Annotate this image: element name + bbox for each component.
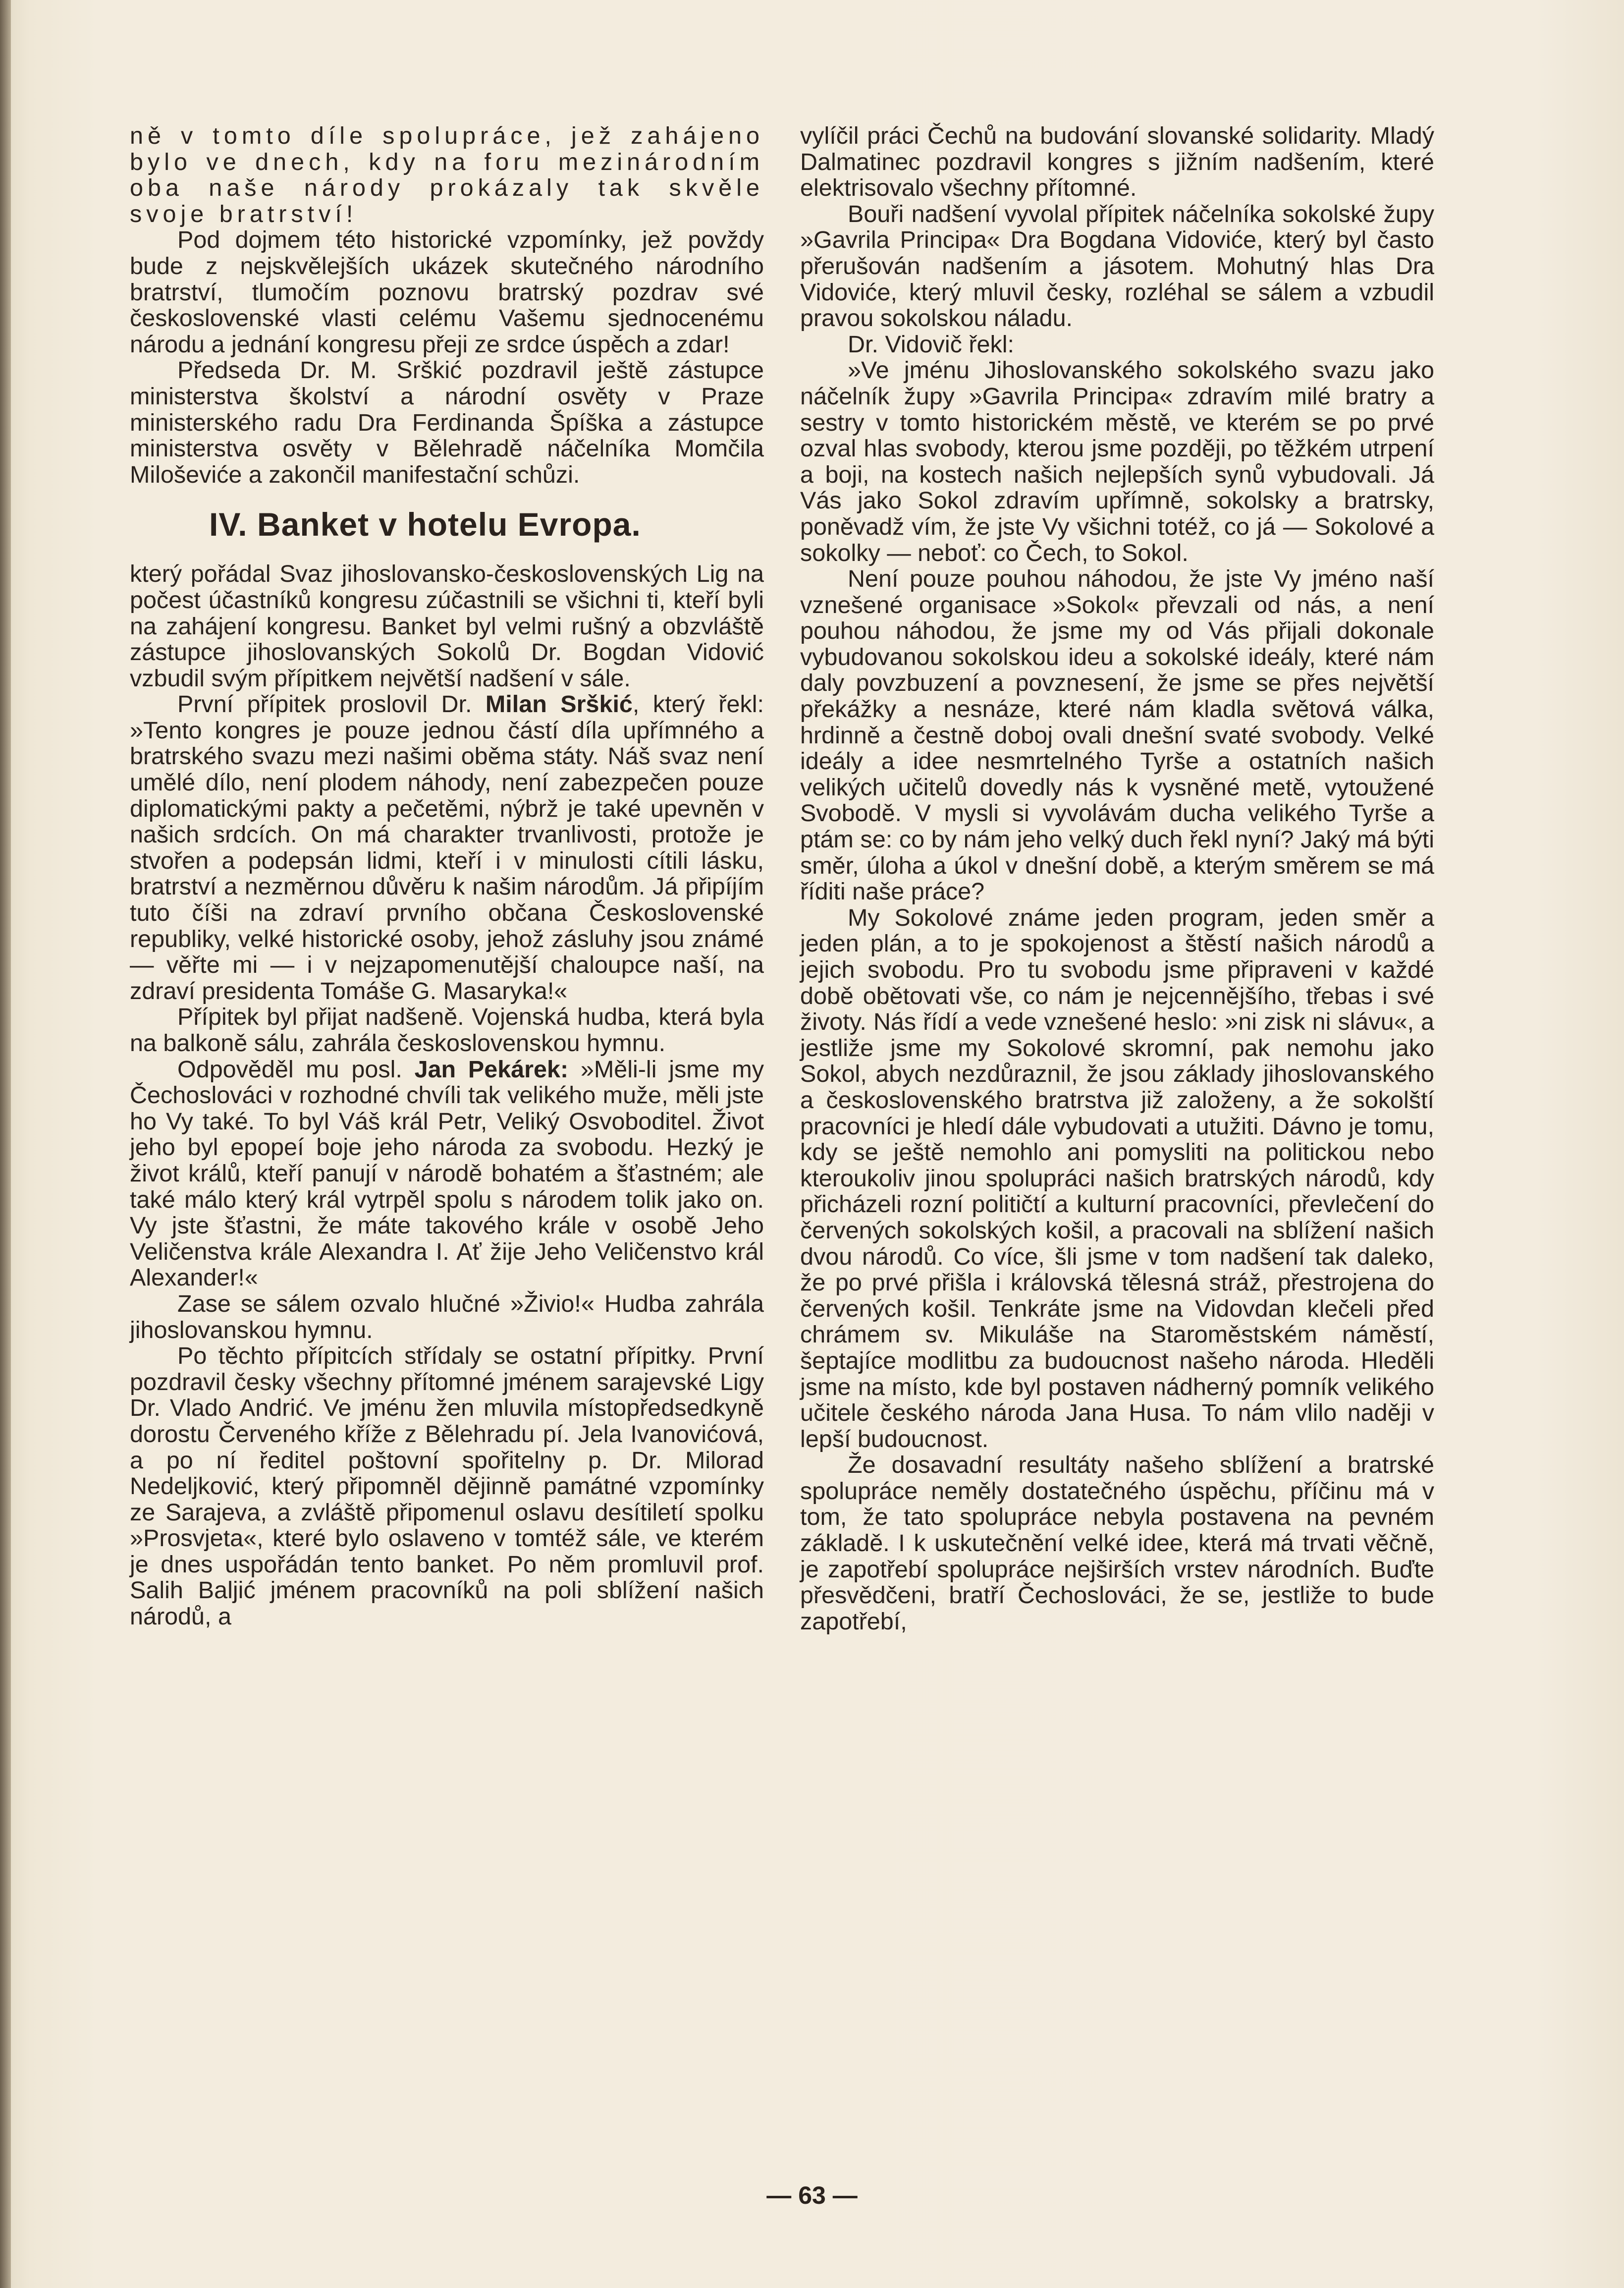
speaker-name: Milan Srškić bbox=[485, 691, 633, 718]
text-run: První přípitek proslovil Dr. bbox=[177, 691, 486, 718]
paragraph: Zase se sálem ozvalo hlučné »Živio!« Hudba zahrála jihoslovanskou hymnu. bbox=[130, 1290, 764, 1343]
paragraph: My Sokolové známe jeden program, jeden směr a jeden plán, a to je spokojenost a štěstí našich národů a jejich svobodu. Pro tu svobodu jsme připraveni v každé době obětovati vše, co nám je nejcennějšího, třebas i své životy. Nás řídí a vede vznešené heslo: »ni zisk ni slávu«, a jestliže jsme my Sokolové skromní, pak nemohu jako Sokol, abych nezdůraznil, že jsou základy jihoslovanského a československého bratrstva již založeny, a že sokolští pracovníci je hledí dále vybudovati a utužiti. Dávno je tomu, kdy se ještě nemohlo ani pomysliti na politickou nebo kteroukoliv jinou spolupráci našich bratrských národů, kdy přicházeli rozní političtí a kulturní pracovníci, převlečení do červených sokolských košil, a pracovali na sblížení našich dvou národů. Co více, šli jsme v tom nadšení tak daleko, že po prvé přišla i královská tělesná stráž, přestrojena do červených košil. Tenkráte jsme na Vidovdan klečeli před chrámem sv. Mikuláše na Staroměstském náměstí, šeptajíce modlitbu za budoucnost našeho národa. Hleděli jsme na místo, kde byl postaven nádherný pomník velikého učitele českého národa Jana Husa. To nám vlilo naději v lepší budoucnost. bbox=[800, 904, 1434, 1452]
page-number: — 63 — bbox=[766, 2181, 858, 2209]
paragraph: ně v tomto díle spolupráce, jež zahájeno bylo ve dnech, kdy na foru mezinárodním oba naše národy prokázaly tak skvěle svoje bratrství! bbox=[130, 122, 764, 227]
text-run: »Měli-li jsme my Čechoslováci v rozhodné chvíli tak velikého muže, měli jste ho Vy také. To byl Váš král Petr, Veliký Osvoboditel. Život jeho byl epopeí boje jeho národa za svobodu. Hezký je život králů, kteří panují v národě bohatém a šťastném; ale také málo který král vytrpěl spolu s národem tolik jako on. Vy jste šťastni, že máte takového krále v osobě Jeho Veličenstva krále Alexandra I. Ať žije Jeho Veličenstvo král Alexander!« bbox=[130, 1056, 764, 1291]
paragraph: který pořádal Svaz jihoslovansko-československých Lig na počest účastníků kongresu zúčastnili se všichni ti, kteří byli na zahájení kongresu. Banket byl velmi rušný a obzvláště zástupce jihoslovanských Sokolů Dr. Bogdan Vidović vzbudil svým přípitkem největší nadšení v sále. bbox=[130, 560, 764, 692]
paragraph: Bouři nadšení vyvolal přípitek náčelníka sokolské župy »Gavrila Principa« Dra Bogdana Vidoviće, který byl často přerušován nadšením a jásotem. Mohutný hlas Dra Vidoviće, který mluvil česky, rozléhal se sálem a vzbudil pravou sokolskou náladu. bbox=[800, 200, 1434, 332]
paragraph: Není pouze pouhou náhodou, že jste Vy jméno naší vznešené organisace »Sokol« převzali od nás, a není pouhou náhodou, že jsme my od Vás přijali dokonale vybudovanou sokolskou ideu a sokolské ideály, které nám daly povzbuzení a povznesení, že jsme se přes největší překážky a nesnáze, které nám kladla světová válka, hrdinně a čestně doboj ovali dnešní svaté svobody. Velké ideály a idee nesmrtelného Tyrše a ostatních našich velikých učitelů dovedly nás k vysněné metě, vytoužené Svobodě. V mysli si vyvolávám ducha velikého Tyrše a ptám se: co by nám jeho velký duch řekl nyní? Jaký má býti směr, úloha a úkol v dnešní době, a kterým směrem se má říditi naše práce? bbox=[800, 565, 1434, 905]
paragraph bbox=[130, 1057, 764, 1291]
paragraph: vylíčil práci Čechů na budování slovanské solidarity. Mladý Dalmatinec pozdravil kongres s jižním nadšením, které elektrisovalo všechny přítomné. bbox=[800, 122, 1434, 202]
paragraph: Předseda Dr. M. Srškić pozdravil ještě zástupce ministerstva školství a národní osvěty v Praze ministerského radu Dra Ferdinanda Špíška a zástupce ministerstva osvěty v Bělehradě náčelníka Momčila Miloševiće a zakončil manifestační schůzi. bbox=[130, 357, 764, 488]
paragraph: Že dosavadní resultáty našeho sblížení a bratrské spolupráce neměly dostatečného úspěchu, příčinu má v tom, že tato spolupráce nebyla postavena na pevném základě. I k uskutečnění velké idee, která má trvati věčně, je zapotřebí spolupráce nejširších vrstev národních. Buďte přesvědčeni, bratří Čechoslováci, že se, jestliže to bude zapotřebí, bbox=[800, 1451, 1434, 1635]
section-heading: IV. Banket v hotelu Evropa. bbox=[209, 506, 641, 543]
paragraph: Přípitek byl přijat nadšeně. Vojenská hudba, která byla na balkoně sálu, zahrála československou hymnu. bbox=[130, 1004, 764, 1057]
paragraph bbox=[130, 691, 764, 1004]
paragraph: Pod dojmem této historické vzpomínky, jež povždy bude z nejskvělejších ukázek skutečného národního bratrství, tlumočím poznovu bratrský pozdrav své československé vlasti celému Vašemu sjednocenému národu a jednání kongresu přeji ze srdce úspěch a zdar! bbox=[130, 226, 764, 358]
paragraph: Dr. Vidovič řekl: bbox=[848, 331, 1015, 358]
left-column bbox=[130, 123, 764, 1630]
text-run: , který řekl: »Tento kongres je pouze jednou částí díla upřímného a bratrského svazu mezi našimi oběma státy. Náš svaz není umělé dílo, není plodem náhody, není zabezpečen pouze diplomatickými pakty a pečetěmi, nýbrž je také upevněn v našich srdcích. On má charakter trvanlivosti, protože je stvořen a podepsán lidmi, kteří i v minulosti cítili lásku, bratrství a nezměrnou důvěru k našim národům. Já připíjím tuto číši na zdraví prvního občana Československé republiky, velké historické osoby, jehož zásluhy jsou známé — věřte mi — i v nejzapomenutější chaloupce naší, na zdraví presidenta Tomáše G. Masaryka!« bbox=[130, 691, 764, 1004]
paragraph: »Ve jménu Jihoslovanského sokolského svazu jako náčelník župy »Gavrila Principa« zdravím milé bratry a sestry v tomto historickém městě, ve kterém se po prvé ozval hlas svobody, kterou jsme později, po těžkém utrpení a boji, na kostech našich nejlepších synů vybudovali. Já Vás jako Sokol zdravím upřímně, sokolsky a bratrsky, poněvadž vím, že jste Vy všichni totéž, co já — Sokolové a sokolky — neboť: co Čech, to Sokol. bbox=[800, 357, 1434, 566]
speaker-name: Jan Pekárek: bbox=[414, 1056, 569, 1083]
page-binding-edge bbox=[0, 0, 11, 2288]
text-run: Odpověděl mu posl. bbox=[177, 1056, 415, 1083]
paragraph: Po těchto přípitcích střídaly se ostatní přípitky. První pozdravil česky všechny přítomné jménem sarajevské Ligy Dr. Vlado Andrić. Ve jménu žen mluvila místopředsedkyně dorostu Červeného kříže z Bělehradu pí. Jela Ivanovićová, a po ní ředitel poštovní spořitelny p. Dr. Milorad Nedeljković, který připomněl dějinně památné vzpomínky ze Sarajeva, a zvláště připomenul oslavu desítiletí spolku »Prosvjeta«, které bylo oslaveno v tomtéž sále, ve kterém je dnes uspořádán tento banket. Po něm promluvil prof. Salih Baljić jménem pracovníků na poli sblížení našich národů, a bbox=[130, 1342, 764, 1630]
right-column bbox=[800, 123, 1434, 1634]
